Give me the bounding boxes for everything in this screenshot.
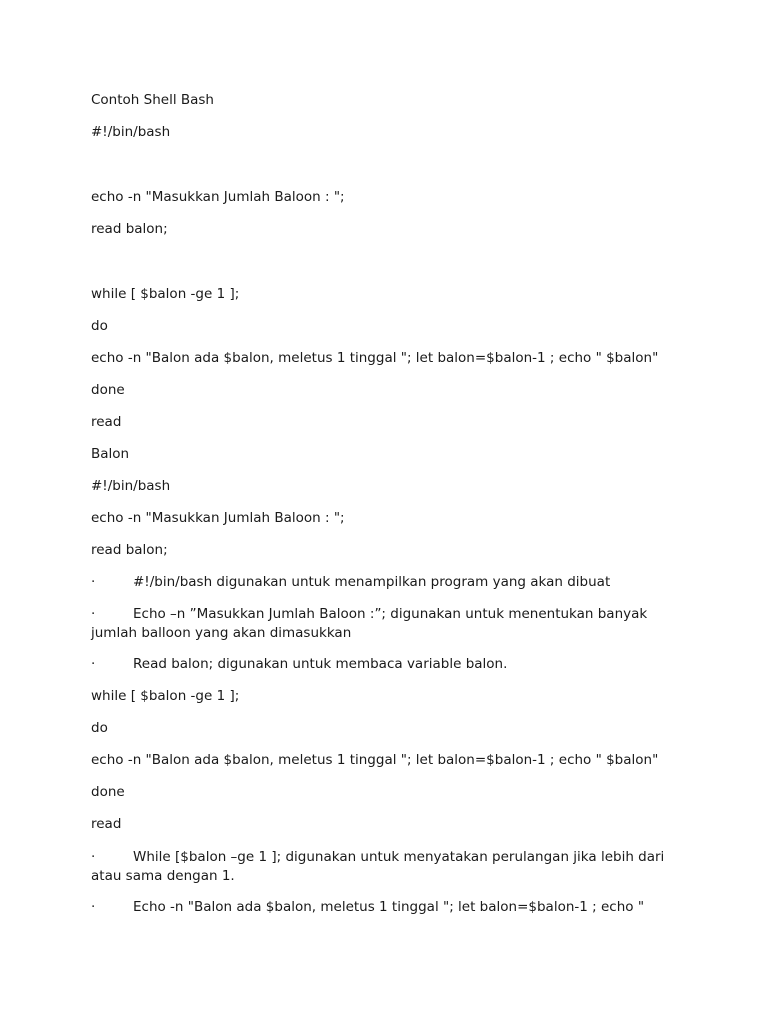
bullet-text: #!/bin/bash digunakan untuk menampilkan program yang akan dibuat <box>133 574 611 590</box>
bullet-text: Echo -n "Balon ada $balon, meletus 1 tinggal "; let balon=$balon-1 ; echo " <box>133 899 645 915</box>
bullet-symbol: · <box>91 899 96 915</box>
bullet-item <box>91 605 681 643</box>
bullet-item <box>91 848 681 886</box>
code-line-while: while [ $balon -ge 1 ]; <box>91 286 240 302</box>
code-line-echo-loop: echo -n "Balon ada $balon, meletus 1 tinggal "; let balon=$balon-1 ; echo " $balon" <box>91 350 659 366</box>
bullet-item <box>91 573 681 592</box>
code-line-read: read <box>91 414 122 430</box>
code-line-read: read <box>91 816 122 832</box>
bullet-symbol: · <box>91 574 96 590</box>
code-line-echo-loop: echo -n "Balon ada $balon, meletus 1 tinggal "; let balon=$balon-1 ; echo " $balon" <box>91 752 659 768</box>
code-line-echo-prompt: echo -n "Masukkan Jumlah Baloon : "; <box>91 189 345 205</box>
bullet-text: Read balon; digunakan untuk membaca variable balon. <box>133 656 508 672</box>
bullet-symbol: · <box>91 606 96 622</box>
bullet-symbol: · <box>91 656 96 672</box>
code-line-do: do <box>91 720 108 736</box>
code-line-while: while [ $balon -ge 1 ]; <box>91 688 240 704</box>
code-line-done: done <box>91 784 125 800</box>
code-line-read-balon: read balon; <box>91 542 168 558</box>
code-line-shebang: #!/bin/bash <box>91 478 171 494</box>
code-line-echo-prompt: echo -n "Masukkan Jumlah Baloon : "; <box>91 510 345 526</box>
section-heading-balon: Balon <box>91 446 130 462</box>
bullet-item <box>91 898 681 917</box>
code-line-shebang: #!/bin/bash <box>91 124 171 140</box>
document-title: Contoh Shell Bash <box>91 92 214 108</box>
code-line-do: do <box>91 318 108 334</box>
bullet-text: While [$balon –ge 1 ]; digunakan untuk menyatakan perulangan jika lebih dari atau sama dengan 1. <box>91 849 665 884</box>
code-line-done: done <box>91 382 125 398</box>
bullet-text: Echo –n ”Masukkan Jumlah Baloon :”; digunakan untuk menentukan banyak jumlah balloon yang akan dimasukkan <box>91 606 648 641</box>
bullet-symbol: · <box>91 849 96 865</box>
bullet-item <box>91 655 681 674</box>
code-line-read-balon: read balon; <box>91 221 168 237</box>
